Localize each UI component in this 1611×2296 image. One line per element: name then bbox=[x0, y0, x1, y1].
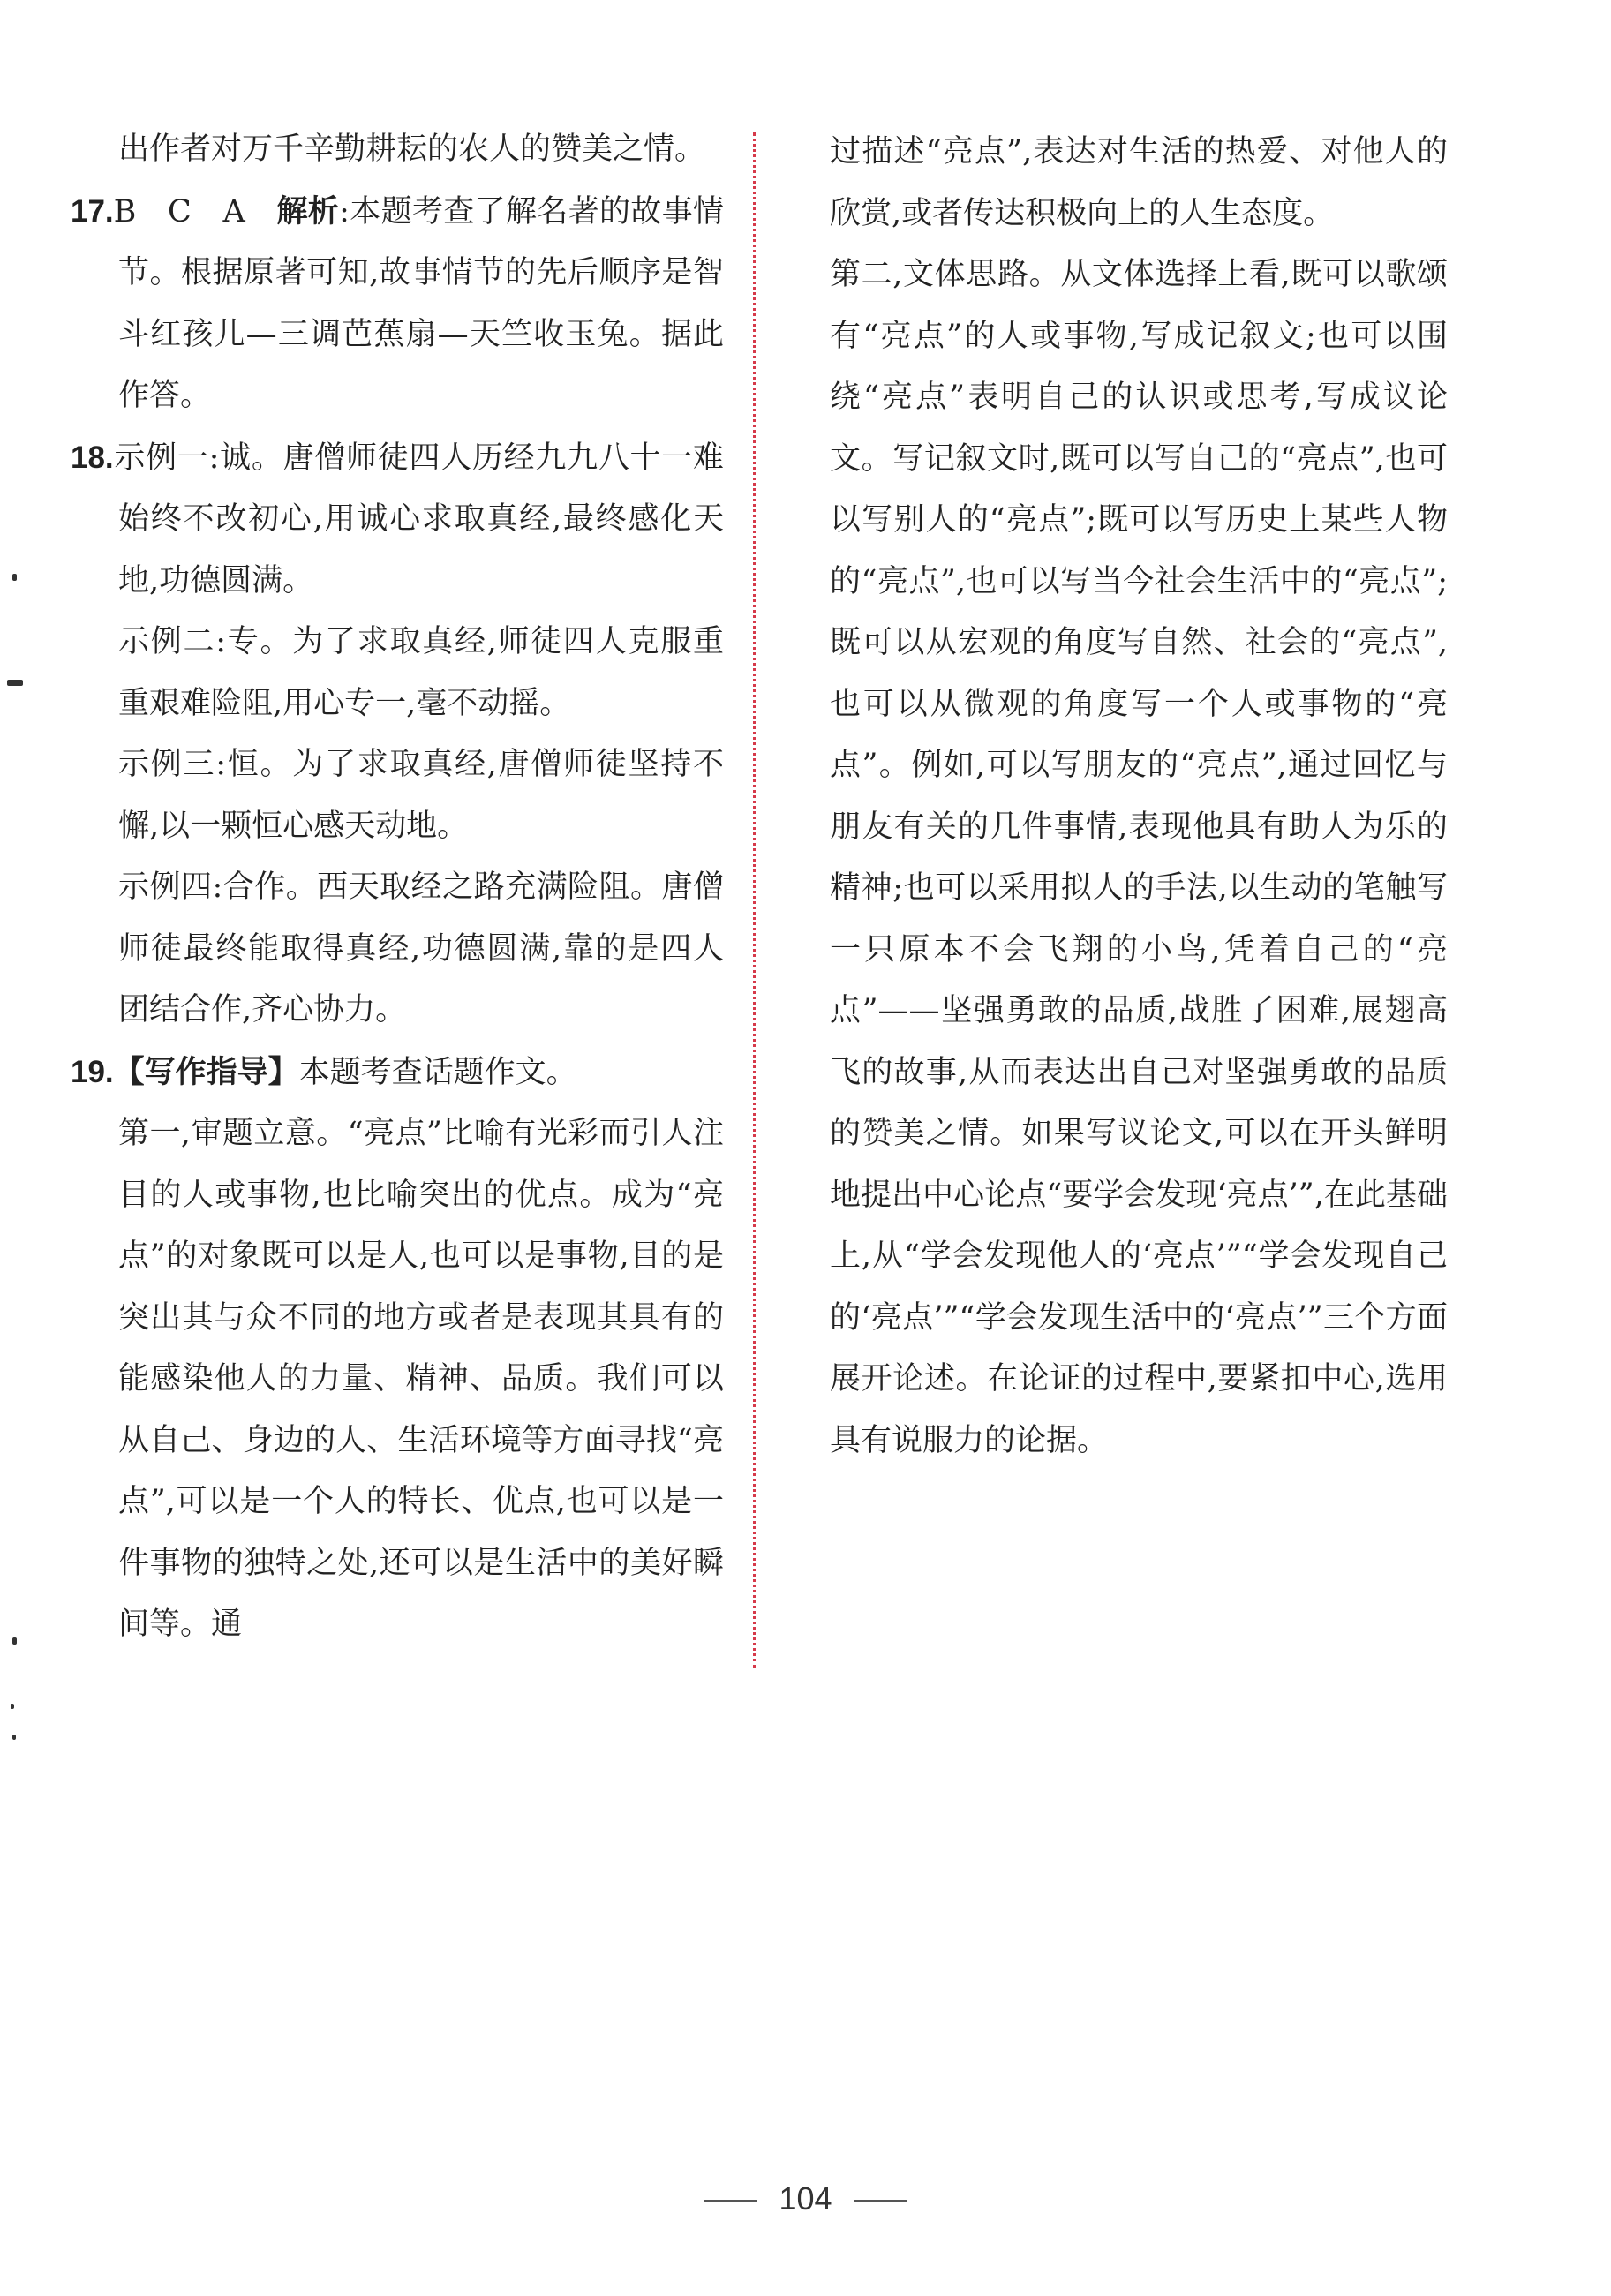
answer-17-analysis: :本题考查了解名著的故事情节。根据原著可知,故事情节的先后顺序是智斗红孩儿—三调芭蕉扇—天竺收玉兔。据此作答。 bbox=[118, 193, 724, 413]
answer-17-analysis-label: 解析 bbox=[276, 193, 340, 230]
answer-18-example-3: 示例三:恒。为了求取真经,唐僧师徒坚持不懈,以一颗恒心感天动地。 bbox=[118, 747, 724, 844]
footer-dash-right bbox=[854, 2200, 907, 2202]
question-number-18: 18. bbox=[71, 440, 114, 475]
answer-17-choices: B C A bbox=[113, 193, 277, 230]
scan-speck bbox=[12, 1735, 16, 1740]
scan-speck bbox=[12, 574, 17, 581]
answer-19-heading bbox=[71, 1042, 724, 1104]
scan-speck bbox=[11, 1704, 14, 1709]
scan-speck bbox=[12, 1637, 17, 1645]
left-column bbox=[71, 119, 724, 1656]
page-footer bbox=[0, 2180, 1611, 2217]
answer-19-paragraph-1-continued: 过描述“亮点”,表达对生活的热爱、对他人的欣赏,或者传达积极向上的人生态度。 bbox=[830, 134, 1448, 231]
footer-dash-left bbox=[704, 2200, 757, 2202]
answer-17 bbox=[71, 181, 724, 427]
page-number: 104 bbox=[779, 2180, 832, 2217]
question-number-19: 19. bbox=[71, 1054, 114, 1089]
answer-18-example-2: 示例二:专。为了求取真经,师徒四人克服重重艰难险阻,用心专一,毫不动摇。 bbox=[118, 624, 724, 721]
right-column bbox=[830, 122, 1448, 1472]
question-number-17: 17. bbox=[71, 193, 114, 229]
writing-guide-label: 【写作指导】 bbox=[113, 1054, 299, 1090]
answer-18-example-1 bbox=[71, 427, 724, 613]
scan-speck bbox=[7, 680, 23, 686]
answer-19-paragraph-2: 第二,文体思路。从文体选择上看,既可以歌颂有“亮点”的人或事物,写成记叙文;也可以围绕“亮点”表明自己的认识或思考,写成议论文。写记叙文时,既可以写自己的“亮点”,也可以写别人的“亮点”;既可以写历史上某些人物的“亮点”,也可以写当今社会生活中的“亮点”;既可以从宏观的角度写自然、社会的“亮点”,也可以从微观的角度写一个人或事物的“亮点”。例如,可以写朋友的“亮点”,通过回忆与朋友有关的几件事情,表现他具有助人为乐的精神;也可以采用拟人的手法,以生动的笔触写一只原本不会飞翔的小鸟,凭着自己的“亮点”——坚强勇敢的品质,战胜了困难,展翅高飞的故事,从而表达出自己对坚强勇敢的品质的赞美之情。如果写议论文,可以在开头鲜明地提出中心论点“要学会发现‘亮点’”,在此基础上,从“学会发现他人的‘亮点’”“学会发现自己的‘亮点’”“学会发现生活中的‘亮点’”三个方面展开论述。在论证的过程中,要紧扣中心,选用具有说服力的论据。 bbox=[830, 257, 1448, 1458]
column-divider bbox=[753, 132, 756, 1668]
answer-18-example-4: 示例四:合作。西天取经之路充满险阻。唐僧师徒最终能取得真经,功德圆满,靠的是四人团结合作,齐心协力。 bbox=[118, 869, 724, 1028]
answer-18-example-1-text: 示例一:诚。唐僧师徒四人历经九九八十一难始终不改初心,用诚心求取真经,最终感化天地,功德圆满。 bbox=[113, 440, 724, 598]
answer-19-intro: 本题考查话题作文。 bbox=[298, 1054, 577, 1090]
answer-19-paragraph-1: 第一,审题立意。“亮点”比喻有光彩而引人注目的人或事物,也比喻突出的优点。成为“亮点”的对象既可以是人,也可以是事物,目的是突出其与众不同的地方或者是表现其具有的能感染他人的力量、精神、品质。我们可以从自己、身边的人、生活环境等方面寻找“亮点”,可以是一个人的特长、优点,也可以是一件事物的独特之处,还可以是生活中的美好瞬间等。通 bbox=[118, 1116, 724, 1642]
q16-continuation: 出作者对万千辛勤耕耘的农人的赞美之情。 bbox=[118, 132, 706, 167]
